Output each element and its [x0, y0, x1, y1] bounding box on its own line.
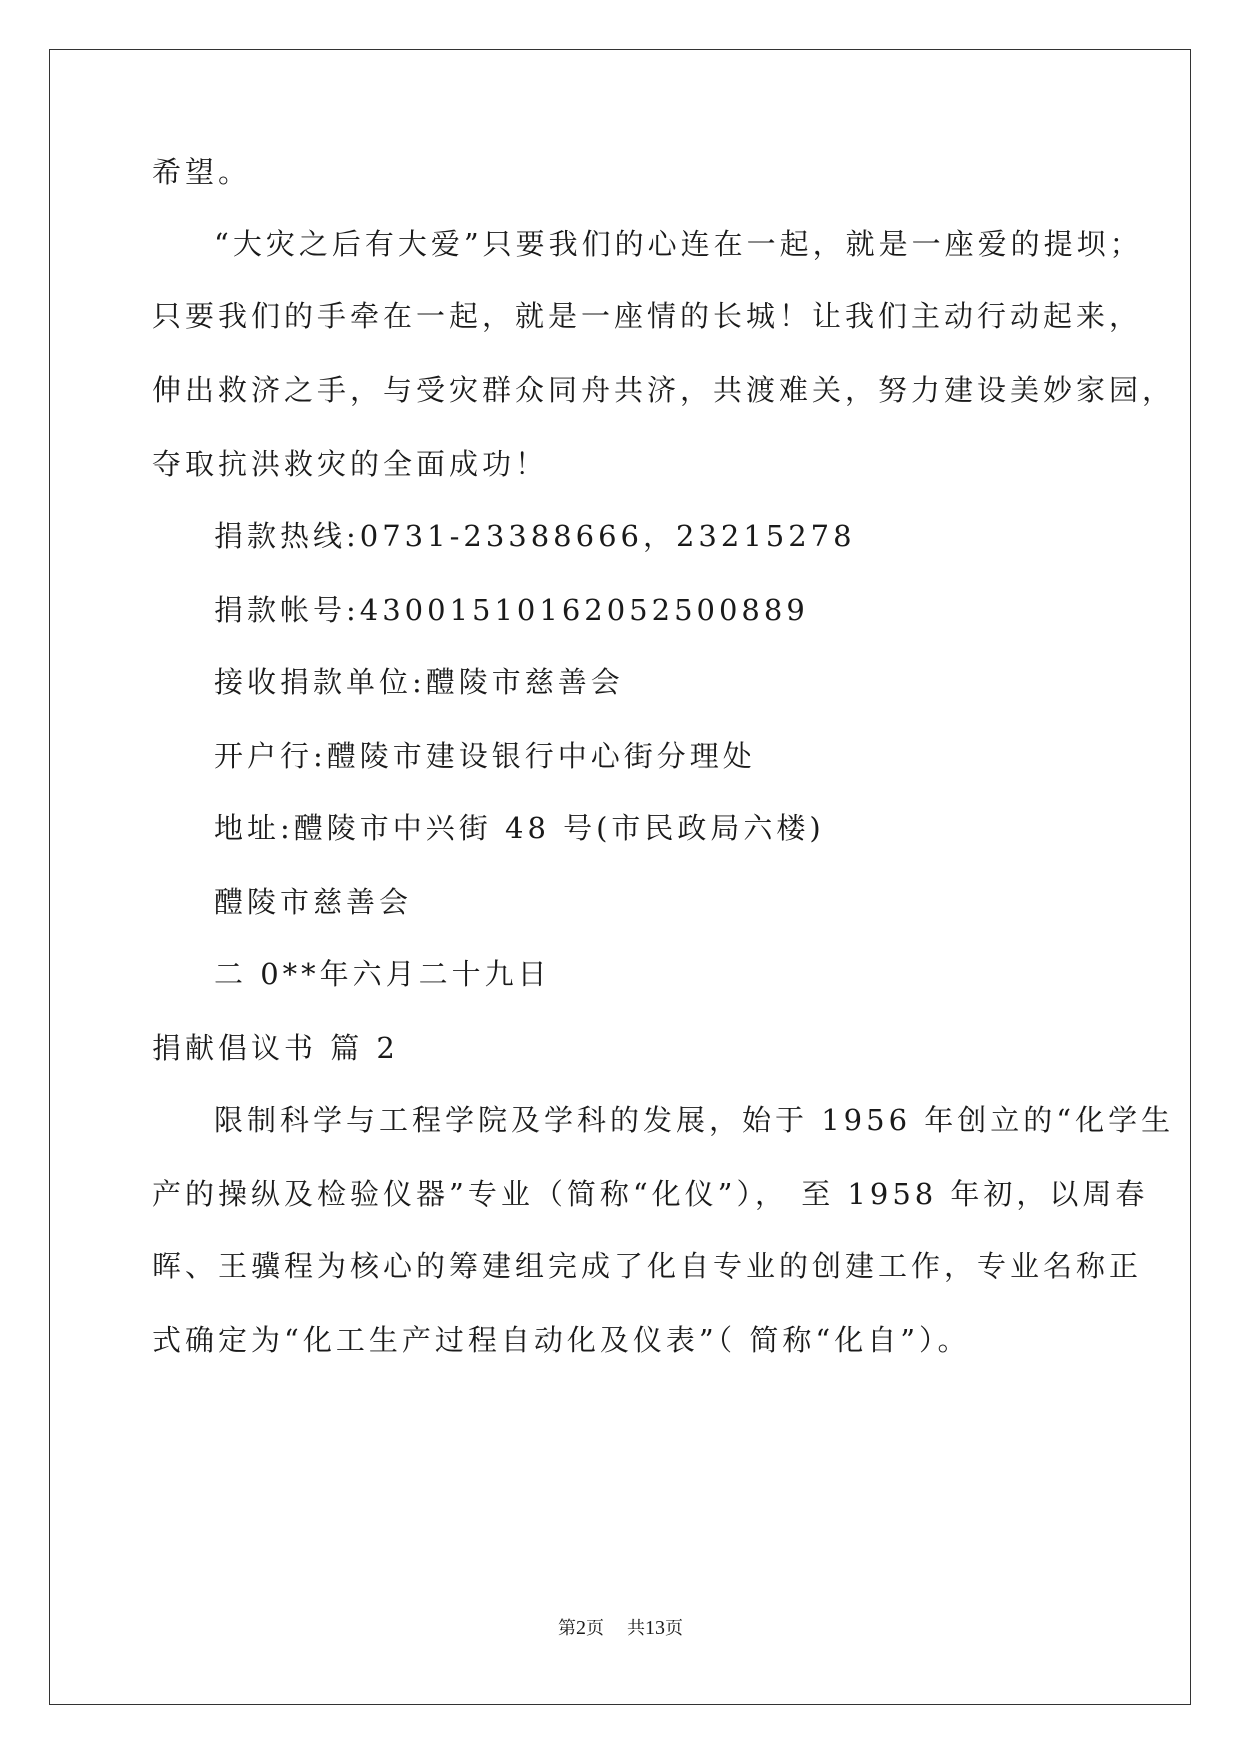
- section-heading: 捐献倡议书 篇 2: [152, 1031, 399, 1065]
- signature-organization: 醴陵市慈善会: [214, 885, 413, 919]
- body-text-line-17: 式确定为“化工生产过程自动化及仪表”（ 简称“化自”）。: [152, 1323, 971, 1357]
- body-text-line-3: 只要我们的手牵在一起，就是一座情的长城！让我们主动行动起来，: [152, 299, 1143, 333]
- body-text-line-15: 产的操纵及检验仪器”专业（简称“化仪”）， 至 1958 年初，以周春: [152, 1177, 1149, 1211]
- body-text-line-1: 希望。: [152, 155, 252, 189]
- footer-total-pages: 13: [644, 1617, 665, 1639]
- body-text-line-4: 伸出救济之手，与受灾群众同舟共济，共渡难关，努力建设美妙家园，: [152, 373, 1176, 407]
- body-text-line-14: 限制科学与工程学院及学科的发展，始于 1956 年创立的“化学生: [214, 1103, 1175, 1137]
- address: 地址:醴陵市中兴街 48 号(市民政局六楼): [214, 811, 825, 845]
- receiving-organization: 接收捐款单位:醴陵市慈善会: [214, 665, 624, 699]
- footer-total-suffix: 页: [664, 1618, 683, 1639]
- body-text-line-2: “大灾之后有大爱”只要我们的心连在一起，就是一座爱的提坝；: [214, 227, 1143, 261]
- footer-total-prefix: 共: [626, 1618, 645, 1639]
- footer-prefix: 第: [558, 1618, 577, 1639]
- signature-date: 二 0**年六月二十九日: [214, 957, 551, 991]
- donation-hotline: 捐款热线:0731-23388666，23215278: [214, 519, 856, 553]
- footer-page-number: 2: [576, 1617, 587, 1639]
- page-footer: [0, 1616, 1241, 1641]
- footer-page-suffix: 页: [586, 1618, 605, 1639]
- body-text-line-16: 晖、王骥程为核心的筹建组完成了化自专业的创建工作，专业名称正: [152, 1249, 1143, 1283]
- donation-account: 捐款帐号:43001510162052500889: [214, 593, 809, 627]
- body-text-line-5: 夺取抗洪救灾的全面成功！: [152, 447, 549, 481]
- opening-bank: 开户行:醴陵市建设银行中心街分理处: [214, 739, 756, 773]
